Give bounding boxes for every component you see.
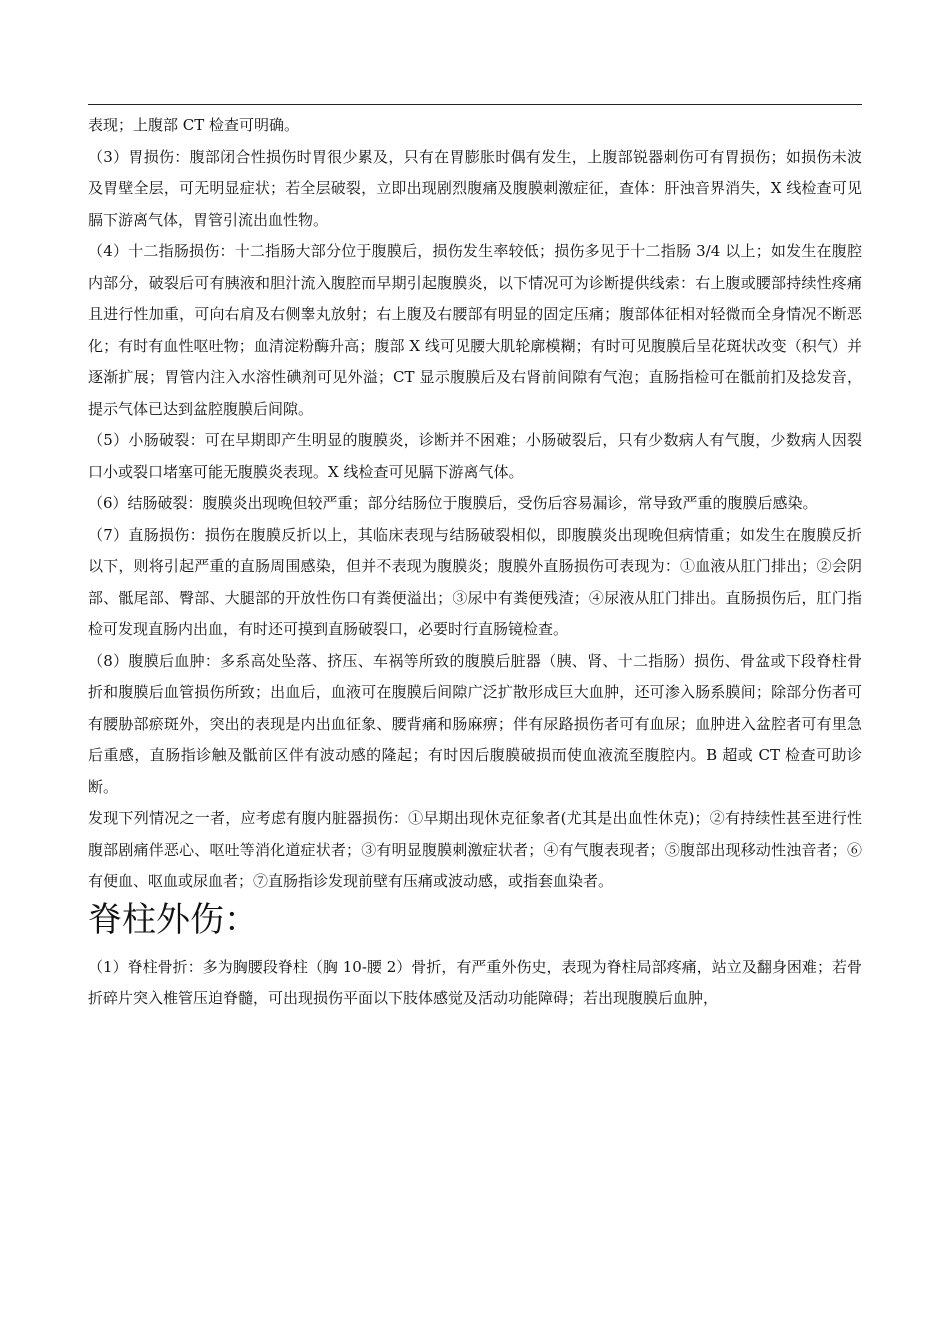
- paragraph-retroperitoneal-hematoma: （8）腹膜后血肿：多系高处坠落、挤压、车祸等所致的腹膜后脏器（胰、肾、十二指肠）损伤、骨盆或下段脊柱骨折和腹膜后血管损伤所致；出血后，血液可在腹膜后间隙广泛扩散形成巨大血肿，还可渗入肠系膜间；除部分伤者可有腰胁部瘀斑外，突出的表现是内出血征象、腰背痛和肠麻痹；伴有尿路损伤者可有血尿；血肿进入盆腔者可有里急后重感，直肠指诊触及骶前区伴有波动感的隆起；有时因后腹膜破损而使血液流至腹腔内。B 超或 CT 检查可助诊断。: [88, 651, 862, 796]
- document-body: [88, 110, 862, 1015]
- paragraph-small-intestine-rupture: （5）小肠破裂：可在早期即产生明显的腹膜炎，诊断并不困难；小肠破裂后，只有少数病人有气腹，少数病人因裂口小或裂口堵塞可能无腹膜炎表现。X 线检查可见膈下游离气体。: [88, 431, 862, 481]
- paragraph-ct-continuation: 表现；上腹部 CT 检查可明确。: [88, 116, 300, 134]
- section-heading-spine-trauma: 脊柱外伤：: [88, 899, 258, 940]
- paragraph-stomach-injury: （3）胃损伤：腹部闭合性损伤时胃很少累及，只有在胃膨胀时偶有发生，上腹部锐器刺伤可有胃损伤；如损伤未波及胃壁全层，可无明显症状；若全层破裂，立即出现剧烈腹痛及腹膜刺激症征，查体：肝浊音界消失，X 线检查可见膈下游离气体，胃管引流出血性物。: [88, 147, 862, 229]
- paragraph-spine-fracture: （1）脊柱骨折：多为胸腰段脊柱（胸 10-腰 2）骨折，有严重外伤史，表现为脊柱局部疼痛，站立及翻身困难；若骨折碎片突入椎管压迫脊髓，可出现损伤平面以下肢体感觉及活动功能障碍；若出现腹膜后血肿，: [88, 957, 862, 1007]
- paragraph-duodenum-injury: （4）十二指肠损伤：十二指肠大部分位于腹膜后，损伤发生率较低；损伤多见于十二指肠 3/4 以上；如发生在腹腔内部分，破裂后可有胰液和胆汁流入腹腔而早期引起腹膜炎，以下情况可为诊断提供线索：右上腹或腰部持续性疼痛且进行性加重，可向右肩及右侧睾丸放射；右上腹及右腰部有明显的固定压痛；腹部体征相对轻微而全身情况不断恶化；有时有血性呕吐物；血清淀粉酶升高；腹部 X 线可见腰大肌轮廓模糊；有时可见腹膜后呈花斑状改变（积气）并逐渐扩展；胃管内注入水溶性碘剂可见外溢；CT 显示腹膜后及右肾前间隙有气泡；直肠指检可在骶前扪及捻发音，提示气体已达到盆腔腹膜后间隙。: [88, 242, 862, 418]
- paragraph-colon-rupture: （6）结肠破裂：腹膜炎出现晚但较严重；部分结肠位于腹膜后，受伤后容易漏诊，常导致严重的腹膜后感染。: [88, 494, 818, 512]
- header-rule: [88, 104, 862, 105]
- paragraph-visceral-injury-criteria: 发现下列情况之一者，应考虑有腹内脏器损伤：①早期出现休克征象者(尤其是出血性休克)；②有持续性甚至进行性腹部剧痛伴恶心、呕吐等消化道症状者；③有明显腹膜刺激症状者；④有气腹表现者；⑤腹部出现移动性浊音者；⑥有便血、呕血或尿血者；⑦直肠指诊发现前壁有压痛或波动感，或指套血染者。: [88, 809, 862, 890]
- paragraph-rectum-injury: （7）直肠损伤：损伤在腹膜反折以上，其临床表现与结肠破裂相似，即腹膜炎出现晚但病情重；如发生在腹膜反折以下，则将引起严重的直肠周围感染，但并不表现为腹膜炎；腹膜外直肠损伤可表现为：①血液从肛门排出；②会阴部、骶尾部、臀部、大腿部的开放性伤口有粪便溢出；③尿中有粪便残渣；④尿液从肛门排出。直肠损伤后，肛门指检可发现直肠内出血，有时还可摸到直肠破裂口，必要时行直肠镜检查。: [88, 525, 862, 638]
